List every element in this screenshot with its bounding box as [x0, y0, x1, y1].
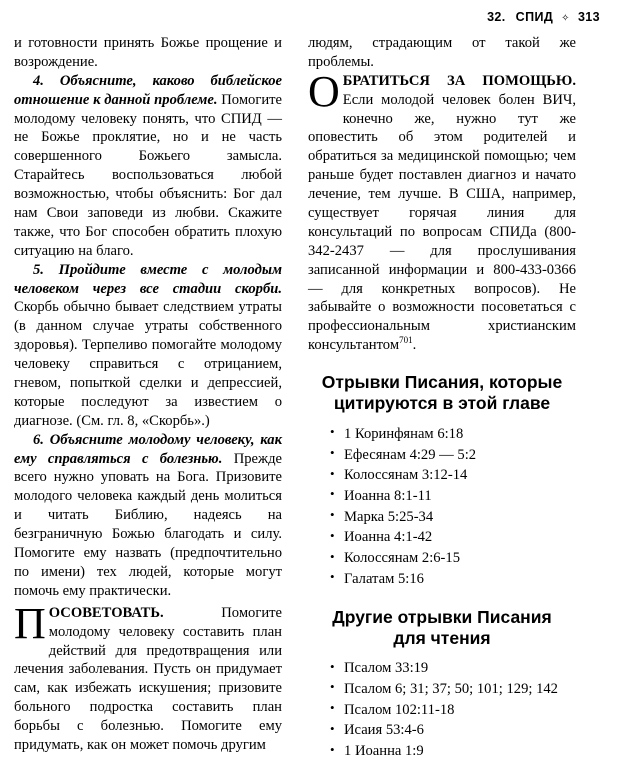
scripture-ref: Галатам 5:16 — [344, 570, 424, 587]
item6-text: Прежде всего нужно уповать на Бога. Призовите молодого человека каждый день молиться и читать Библию, надеясь на безграничную Божью благодать и силу. Помогите ему назвать (предпочтительно по имени) тех людей, которые могут помочь ему практически. — [14, 450, 282, 599]
right-continued-paragraph — [308, 34, 576, 72]
left-column — [14, 34, 282, 753]
left-continued-text: и готовности принять Божье прощение и возрождение. — [14, 35, 282, 70]
scripture-ref: Псалом 33:19 — [344, 660, 429, 677]
section-heading-cited-scriptures — [308, 372, 576, 415]
scripture-ref: Псалом 6; 31; 37; 50; 101; 129; 142 — [344, 680, 558, 697]
list-item — [330, 569, 576, 590]
section-heading-further-reading — [308, 607, 576, 650]
item5-heading: 5. Пройдите вместе с молодым человеком через все стадии скорби. — [14, 261, 282, 297]
header-page-number: 313 — [577, 10, 600, 24]
list-item — [330, 527, 576, 548]
left-item-5 — [14, 261, 282, 431]
scripture-ref: Исаия 53:4-6 — [344, 722, 424, 739]
list-item — [330, 679, 576, 700]
scripture-ref: 1 Коринфянам 6:18 — [344, 425, 464, 442]
left-final-paragraph — [14, 598, 282, 755]
section-lead-heading: БРАТИТЬСЯ ЗА ПОМОЩЬЮ. — [342, 72, 576, 89]
list-item — [330, 424, 576, 445]
scripture-ref: Марка 5:25-34 — [344, 508, 434, 525]
section2-title-line1: Другие отрывки Писания — [332, 606, 552, 627]
right-continued-text: людям, страдающим от такой же проблемы. — [308, 35, 576, 70]
list-item — [330, 720, 576, 741]
two-column-body — [14, 34, 602, 760]
item4-heading: 4. Объясните, каково библейское отношение к данной проблеме. — [14, 72, 282, 108]
footnote-marker: 701 — [399, 335, 413, 346]
scripture-ref: Ефесянам 4:29 — 5:2 — [344, 446, 477, 463]
list-item — [330, 658, 576, 679]
further-reading-list — [308, 658, 576, 762]
dropcap-letter: О — [308, 66, 340, 116]
scripture-ref: Иоанна 4:1-42 — [344, 529, 433, 546]
scripture-ref: 1 Иоанна 1:9 — [344, 743, 424, 760]
scripture-ref: Иоанна 8:1-11 — [344, 487, 432, 504]
list-item — [330, 741, 576, 762]
left-continued-paragraph — [14, 34, 282, 72]
list-item — [330, 700, 576, 721]
list-item — [330, 486, 576, 507]
left-item-6 — [14, 431, 282, 601]
list-item — [330, 507, 576, 528]
item6-heading: 6. Объясните молодому человеку, как ему справляться с болезнью. — [14, 431, 282, 467]
header-chapter-number: 32. — [487, 10, 506, 24]
scripture-ref: Псалом 102:11-18 — [344, 701, 455, 718]
item4-text: Помогите молодому человеку понять, что СПИД — не Божье проклятие, но и не часть совершенного Божьего замысла. Старайтесь воспользоваться любой возможностью, чтобы объяснить: Бог дал нам Свои заповеди из любви. Скажите также, что Бог способен обратить плохую ситуацию на благо. — [14, 91, 282, 259]
scripture-ref: Колоссянам 3:12-14 — [344, 467, 468, 484]
dropcap-letter: П — [14, 598, 46, 648]
left-final-text: Помогите молодому человеку составить план действий для предотвращения или лечения заболевания. Пусть он придумает сам, как избежать искушения; призовите больного подростка составить план борьбы с болезнью. Помогите ему придумать, как он может помочь другим — [14, 604, 282, 753]
section2-title-line2: для чтения — [393, 627, 491, 648]
list-item — [330, 548, 576, 569]
left-item-4 — [14, 72, 282, 261]
item5-text: Скорбь обычно бывает следствием утраты (в данном случае утраты собственного здоровья). Терпеливо помогайте молодому человеку справиться с отрицанием, гневом, попыткой сделки и депрессией, которые последуют за известием о диагнозе. (См. гл. 8, «Скорбь».) — [14, 299, 282, 429]
section1-title-line1: Отрывки Писания, которые — [321, 372, 563, 393]
right-main-text: Если молодой человек болен ВИЧ, конечно же, нужно тут же оповестить об этом родителей и обратиться за медицинской помощью; чем раньше будет поставлен диагноз и начато лечение, тем лучше. В США, например, существует горячая линия для консультаций по вопросам СПИДа (800-342-2437 — для прослушивания записанной информации и 800-433-0366 — для конкретных вопросов). Не забывайте о возможности посоветаться с профессиональным христианским консультантом — [308, 91, 576, 354]
scripture-ref: Колоссянам 2:6-15 — [344, 550, 460, 567]
page-header — [14, 10, 602, 26]
header-chapter-title: СПИД — [515, 10, 554, 24]
list-item — [330, 445, 576, 466]
section1-title-line2: цитируются в этой главе — [333, 393, 551, 414]
right-main-paragraph: ОБРАТИТЬСЯ ЗА ПОМОЩЬЮ. Если молодой человек болен ВИЧ, конечно же, нужно тут же оповестить об этом родителей и обратиться за медицинской помощью; чем раньше будет поставлен диагноз и начато лечение, тем лучше. В США, например, существует горячая линия для консультаций по вопросам СПИДа (800-342-2437 — для прослушивания записанной информации и 800-433-0366 — для конкретных вопросов). Не забывайте о возможности посоветаться с профессиональным христианским консультантом$^{701}$. — [308, 66, 576, 354]
ornament-icon: ✧ — [561, 13, 570, 24]
list-item — [330, 465, 576, 486]
right-column — [308, 34, 576, 760]
cited-scriptures-list — [308, 424, 576, 590]
dropcap-word-rest: ОСОВЕТОВАТЬ. — [48, 604, 164, 621]
